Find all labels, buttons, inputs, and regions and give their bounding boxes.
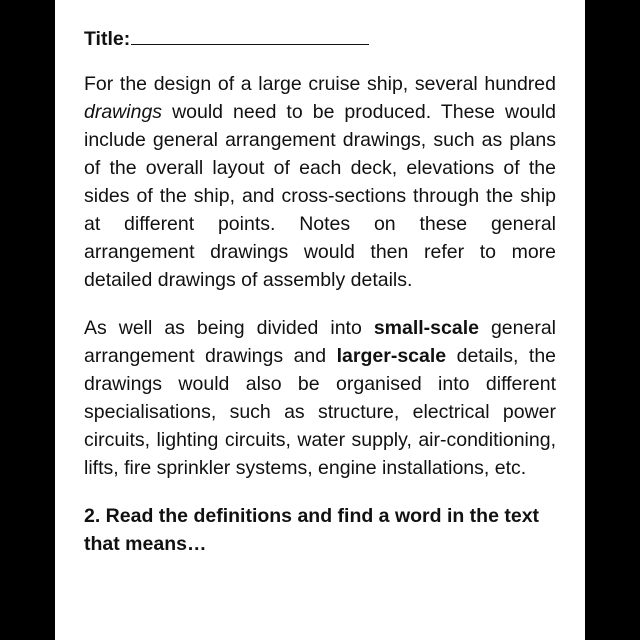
title-label: Title: <box>84 28 131 50</box>
title-blank-line <box>131 22 369 45</box>
question-heading: 2. Read the definitions and find a word in the text that means… <box>84 505 540 555</box>
paragraph-2-text-b: general arrangement drawings and <box>84 317 557 367</box>
paragraph-1-italic-word: drawings <box>84 101 163 123</box>
paragraph-2-bold-larger-scale: larger-scale <box>336 345 447 367</box>
paragraph-2-text-a: As well as being divided into <box>84 317 374 339</box>
paragraph-1-text-a: For the design of a large cruise ship, several hundred <box>84 73 556 95</box>
paragraph-2-text-c: details, the drawings would also be organised into different specialisations, such as structure, electrical power circuits, lighting circuits, water supply, air-conditioning, lifts, fire sprinkler systems, engine installations, etc. <box>84 345 557 479</box>
paragraph-1 <box>84 70 556 294</box>
worksheet-content <box>84 22 556 558</box>
paragraph-2 <box>84 314 556 482</box>
title-field <box>84 22 556 56</box>
worksheet-page <box>55 0 585 640</box>
paragraph-2-bold-small-scale: small-scale <box>373 317 479 339</box>
paragraph-1-text-b: would need to be produced. These would include general arrangement drawings, such as plans of the overall layout of each deck, elevations of the sides of the ship, and cross-sections through the ship at different points. Notes on these general arrangement drawings would then refer to more detailed drawings of assembly details. <box>84 101 556 291</box>
